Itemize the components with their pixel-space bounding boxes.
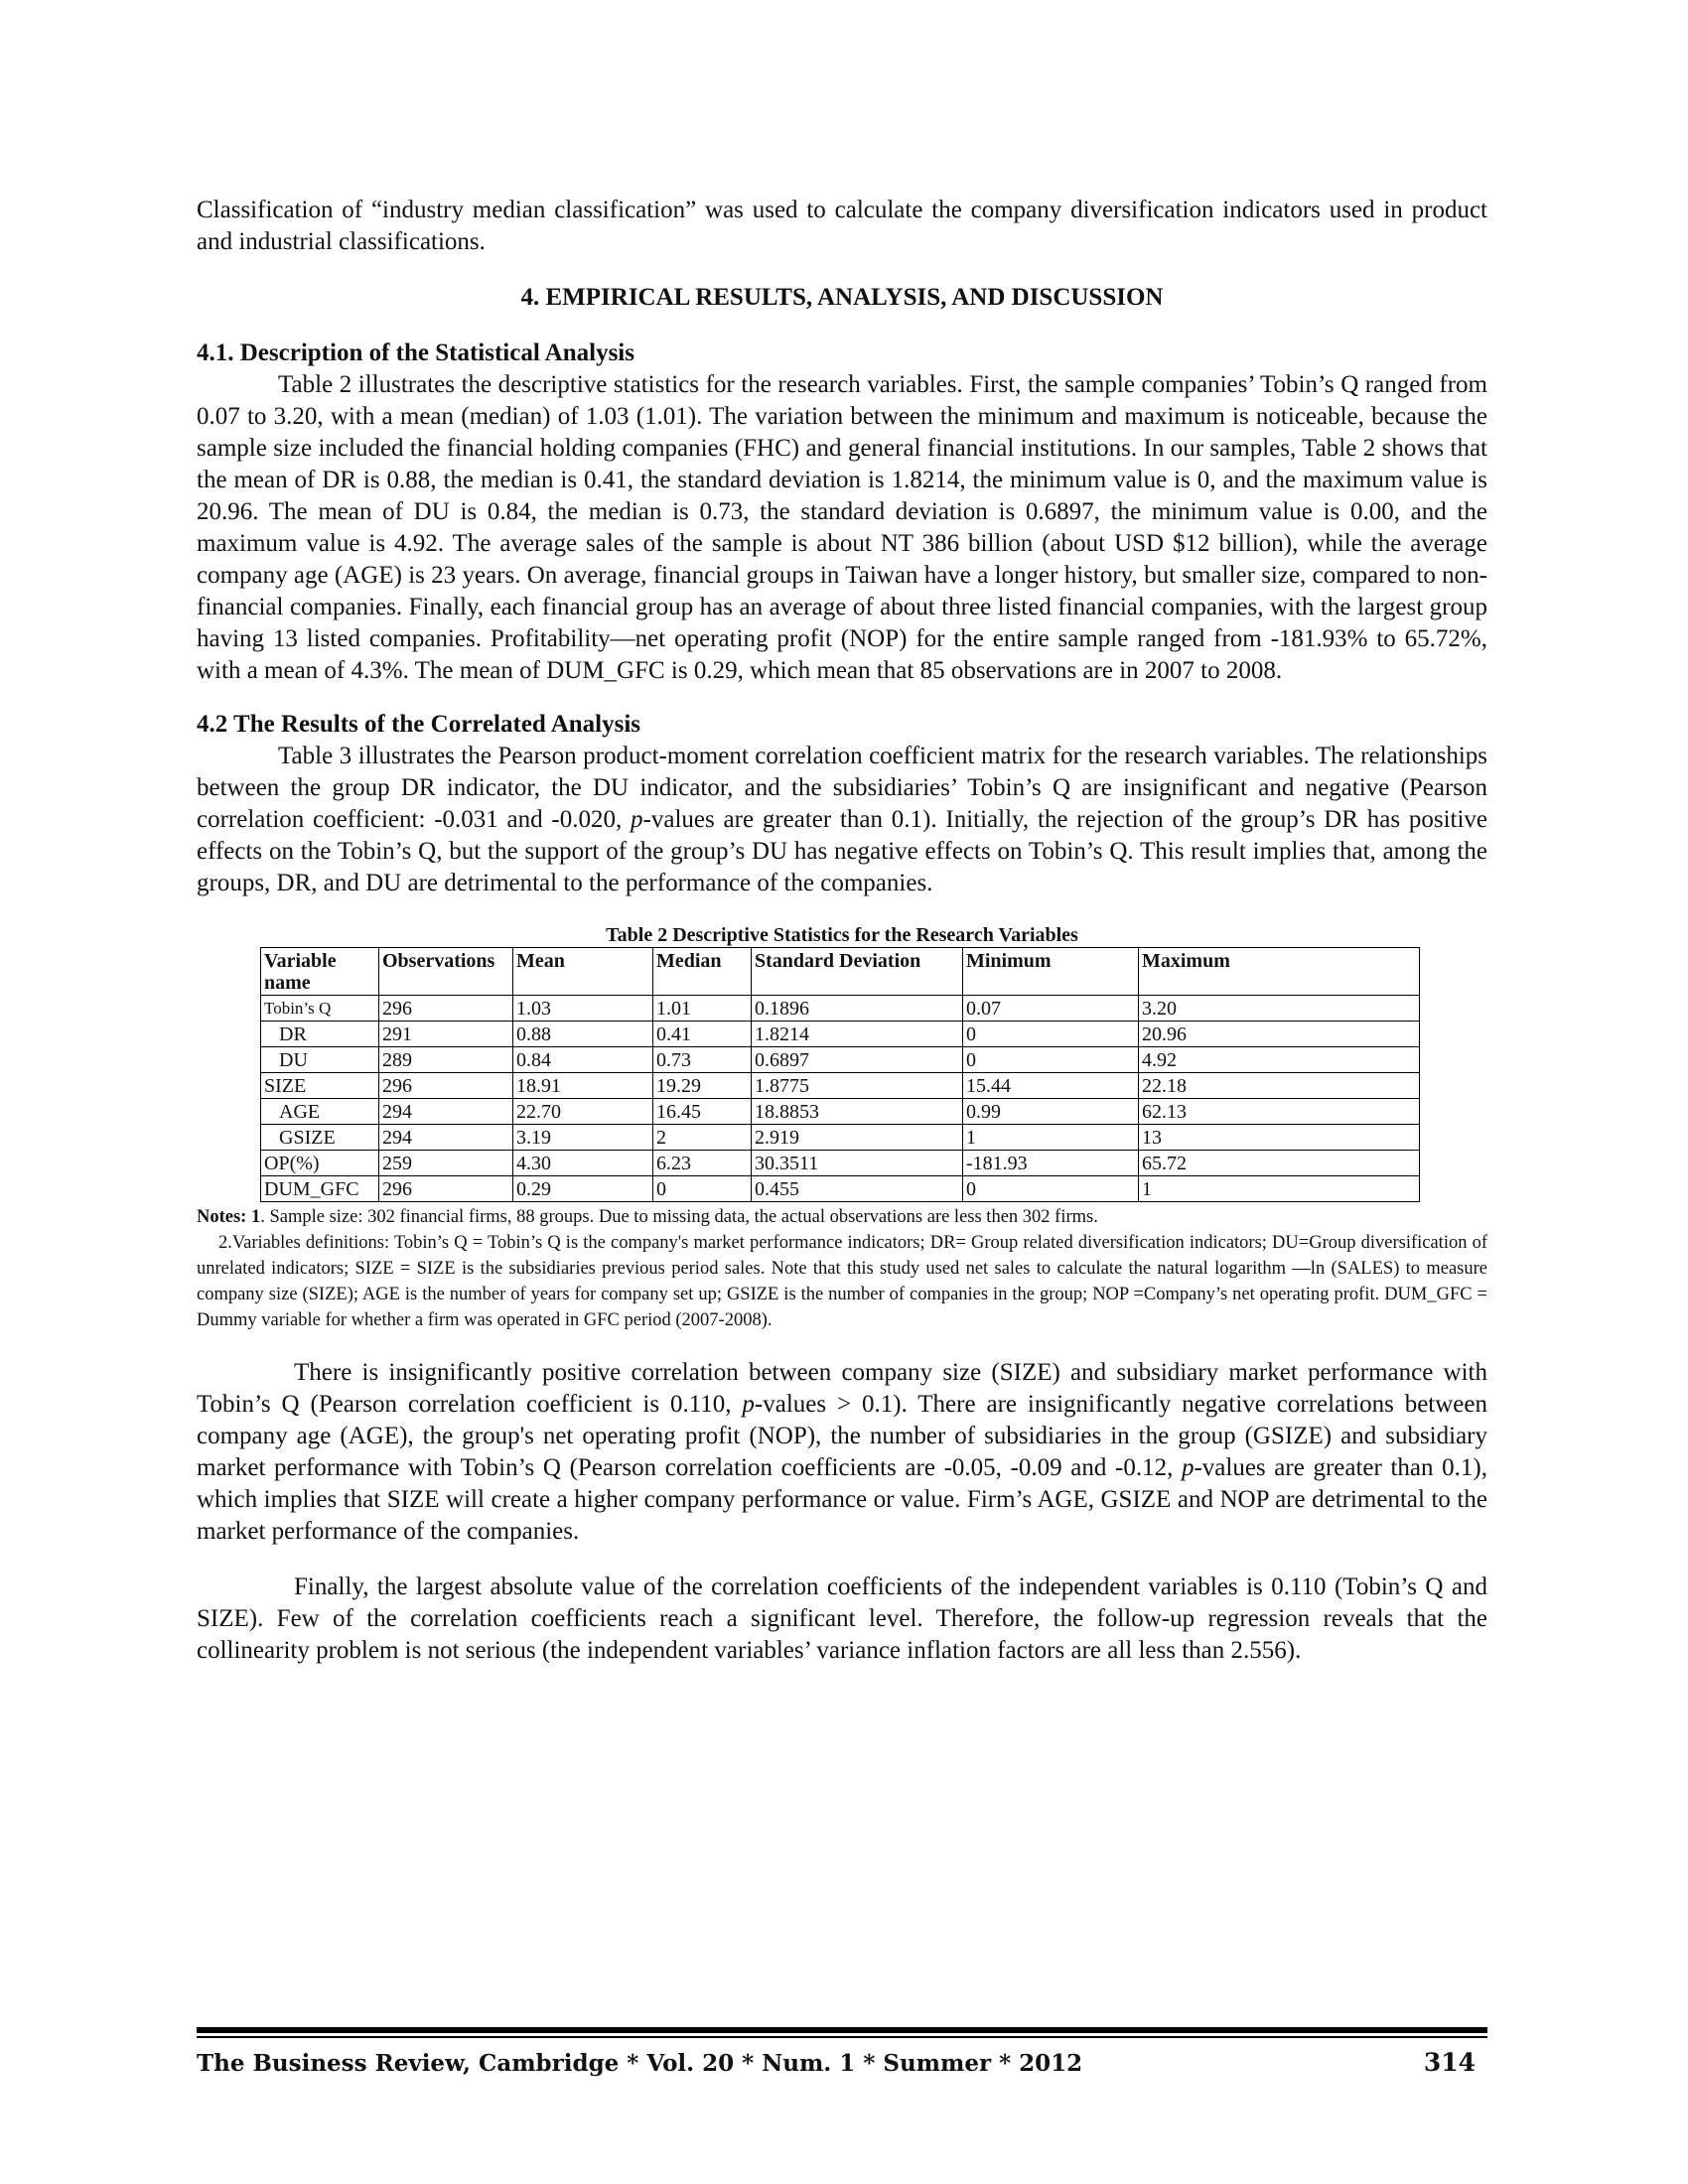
table-cell: 294 [379,1125,513,1151]
col-minimum: Minimum [963,948,1139,996]
subsection-heading-4-2: 4.2 The Results of the Correlated Analysis [197,711,640,738]
table-notes [197,1204,1487,1333]
col-observations: Observations [379,948,513,996]
col-variable-name: Variable name [261,948,379,996]
paragraph-4-2-part: Table 3 illustrates the Pearson product-moment correlation coefficient matrix for the research variables. The relationships between the group DR indicator, the DU indicator, and the subsidiaries’ Tobin’s Q are insignificant and negative (Pearson correlation coefficient: -0.031 and -0.020, [197,743,1487,833]
paragraph-4-2 [197,741,1487,899]
table-cell: 0.29 [513,1176,653,1202]
p-italic: p [631,806,643,833]
table-cell: 15.44 [963,1073,1139,1099]
table-row [261,1047,1420,1073]
table-cell: 18.8853 [752,1099,963,1125]
table-row [261,1151,1420,1176]
table-cell: 62.13 [1139,1099,1420,1125]
p-italic: p [1181,1454,1195,1481]
table-cell: 0.73 [653,1047,752,1073]
table-cell: 1.03 [513,996,653,1022]
section-heading: 4. EMPIRICAL RESULTS, ANALYSIS, AND DISCUSSION [520,284,1164,311]
table-cell: 1.01 [653,996,752,1022]
paragraph-part: -values are greater than 0.1), which implies that SIZE will create a higher company performance or value. Firm’s AGE, GSIZE and NOP are detrimental to the market performance of the companies. [197,1454,1487,1545]
table-cell: 0 [963,1047,1139,1073]
page-footer [197,2027,1487,2077]
table-cell: 296 [379,1176,513,1202]
p-italic: p [742,1391,755,1418]
table-cell: 4.30 [513,1151,653,1176]
table-cell: 0 [653,1176,752,1202]
table-cell: 19.29 [653,1073,752,1099]
table-row [261,1022,1420,1047]
note-2: 2.Variables definitions: Tobin’s Q = Tobin’s Q is the company's market performance indicators; DR= Group related diversification indicators; DU=Group diversification of unrelated indicators; SIZE = SIZE is the subsidiaries previous period sales. Note that this study used net sales to calculate the natural logarithm —ln (SALES) to measure company size (SIZE); AGE is the number of years for company set up; GSIZE is the number of companies in the group; NOP =Company’s net operating profit. DUM_GFC = Dummy variable for whether a firm was operated in GFC period (2007-2008). [197,1233,1487,1330]
table-cell: 1.8775 [752,1073,963,1099]
table-cell: 0.41 [653,1022,752,1047]
table-cell: 22.18 [1139,1073,1420,1099]
col-std-dev: Standard Deviation [752,948,963,996]
table-row [261,1125,1420,1151]
table-cell-variable: GSIZE [261,1125,379,1151]
table-cell: 0.84 [513,1047,653,1073]
descriptive-statistics-table [260,947,1420,1202]
table-cell: 291 [379,1022,513,1047]
table-cell: 3.19 [513,1125,653,1151]
table-cell-variable: DU [261,1047,379,1073]
table-caption: Table 2 Descriptive Statistics for the Research Variables [606,924,1078,946]
paragraph-4-1: Table 2 illustrates the descriptive statistics for the research variables. First, the sample companies’ Tobin’s Q ranged from 0.07 to 3.20, with a mean (median) of 1.03 (1.01). The variation between the minimum and maximum is noticeable, because the sample size included the financial holding companies (FHC) and general financial institutions. In our samples, Table 2 shows that the mean of DR is 0.88, the median is 0.41, the standard deviation is 1.8214, the minimum value is 0, and the maximum value is 20.96. The mean of DU is 0.84, the median is 0.73, the standard deviation is 0.6897, the minimum value is 0.00, and the maximum value is 4.92. The average sales of the sample is about NT 386 billion (about USD $12 billion), while the average company age (AGE) is 23 years. On average, financial groups in Taiwan have a longer history, but smaller size, compared to non-financial companies. Finally, each financial group has an average of about three listed financial companies, with the largest group having 13 listed companies. Profitability—net operating profit (NOP) for the entire sample ranged from -181.93% to 65.72%, with a mean of 4.3%. The mean of DUM_GFC is 0.29, which mean that 85 observations are in 2007 to 2008. [197,371,1487,684]
table-cell: 1 [963,1125,1139,1151]
table-cell: 3.20 [1139,996,1420,1022]
table-cell: 65.72 [1139,1151,1420,1176]
col-maximum: Maximum [1139,948,1420,996]
notes-label: Notes: 1 [197,1207,261,1227]
table-cell: -181.93 [963,1151,1139,1176]
page-number: 314 [1423,2048,1476,2077]
intro-paragraph: Classification of “industry median classification” was used to calculate the company diversification indicators used in product and industrial classifications. [197,197,1487,255]
table-cell: 294 [379,1099,513,1125]
table-cell: 20.96 [1139,1022,1420,1047]
table-cell-variable: SIZE [261,1073,379,1099]
table-cell: 13 [1139,1125,1420,1151]
table-cell: 0.88 [513,1022,653,1047]
table-cell: 0 [963,1176,1139,1202]
note-1 [197,1204,1487,1230]
table-cell: 296 [379,996,513,1022]
table-header-row [261,948,1420,996]
table-row [261,1073,1420,1099]
table-cell-variable: OP(%) [261,1151,379,1176]
note-1-text: . Sample size: 302 financial firms, 88 groups. Due to missing data, the actual observations are less then 302 firms. [260,1207,1098,1227]
page-body [197,195,1487,1667]
table-cell: 0.07 [963,996,1139,1022]
table-cell: 296 [379,1073,513,1099]
paragraph-part: There is insignificantly positive correlation between company size (SIZE) and subsidiary market performance with Tobin’s Q (Pearson correlation coefficient is 0.110, [197,1359,1487,1418]
table-cell: 18.91 [513,1073,653,1099]
table-row [261,1099,1420,1125]
table-cell: 0.1896 [752,996,963,1022]
table-cell: 1.8214 [752,1022,963,1047]
paragraph-4-2-part: -values are greater than 0.1). Initially, the rejection of the group’s DR has positive effects on the Tobin’s Q, but the support of the group’s DU has negative effects on Tobin’s Q. This result implies that, among the groups, DR, and DU are detrimental to the performance of the companies. [197,806,1487,896]
journal-citation: The Business Review, Cambridge * Vol. 20 * Num. 1 * Summer * 2012 [197,2050,1083,2077]
table-cell-variable: DR [261,1022,379,1047]
table-cell: 4.92 [1139,1047,1420,1073]
paragraph-collinearity: Finally, the largest absolute value of the correlation coefficients of the independent variables is 0.110 (Tobin’s Q and SIZE). Few of the correlation coefficients reach a significant level. Therefore, the follow-up regression reveals that the collinearity problem is not serious (the independent variables’ variance inflation factors are all less than 2.556). [197,1573,1487,1664]
table-cell: 16.45 [653,1099,752,1125]
table-cell: 0.455 [752,1176,963,1202]
col-median: Median [653,948,752,996]
table-cell: 2.919 [752,1125,963,1151]
footer-rule [197,2027,1487,2033]
table-cell-variable: AGE [261,1099,379,1125]
table-cell: 0.99 [963,1099,1139,1125]
table-cell: 22.70 [513,1099,653,1125]
table-cell: 259 [379,1151,513,1176]
table-row [261,1176,1420,1202]
table-cell: 1 [1139,1176,1420,1202]
table-cell: 2 [653,1125,752,1151]
table-cell: 289 [379,1047,513,1073]
table-row [261,996,1420,1022]
table-cell: 0 [963,1022,1139,1047]
table-cell: 6.23 [653,1151,752,1176]
paragraph-part: -values > 0.1). There are insignificantly negative correlations between company age (AGE), the group's net operating profit (NOP), the number of subsidiaries in the group (GSIZE) and subsidiary market performance with Tobin’s Q (Pearson correlation coefficients are -0.05, -0.09 and -0.12, [197,1391,1487,1481]
table-cell: 0.6897 [752,1047,963,1073]
subsection-heading-4-1: 4.1. Description of the Statistical Analysis [197,340,634,366]
table-cell-variable: DUM_GFC [261,1176,379,1202]
table-cell: 30.3511 [752,1151,963,1176]
footer-rule [197,2036,1487,2038]
table-cell-variable: Tobin’s Q [261,996,379,1022]
col-mean: Mean [513,948,653,996]
paragraph-size-correlation [197,1357,1487,1548]
